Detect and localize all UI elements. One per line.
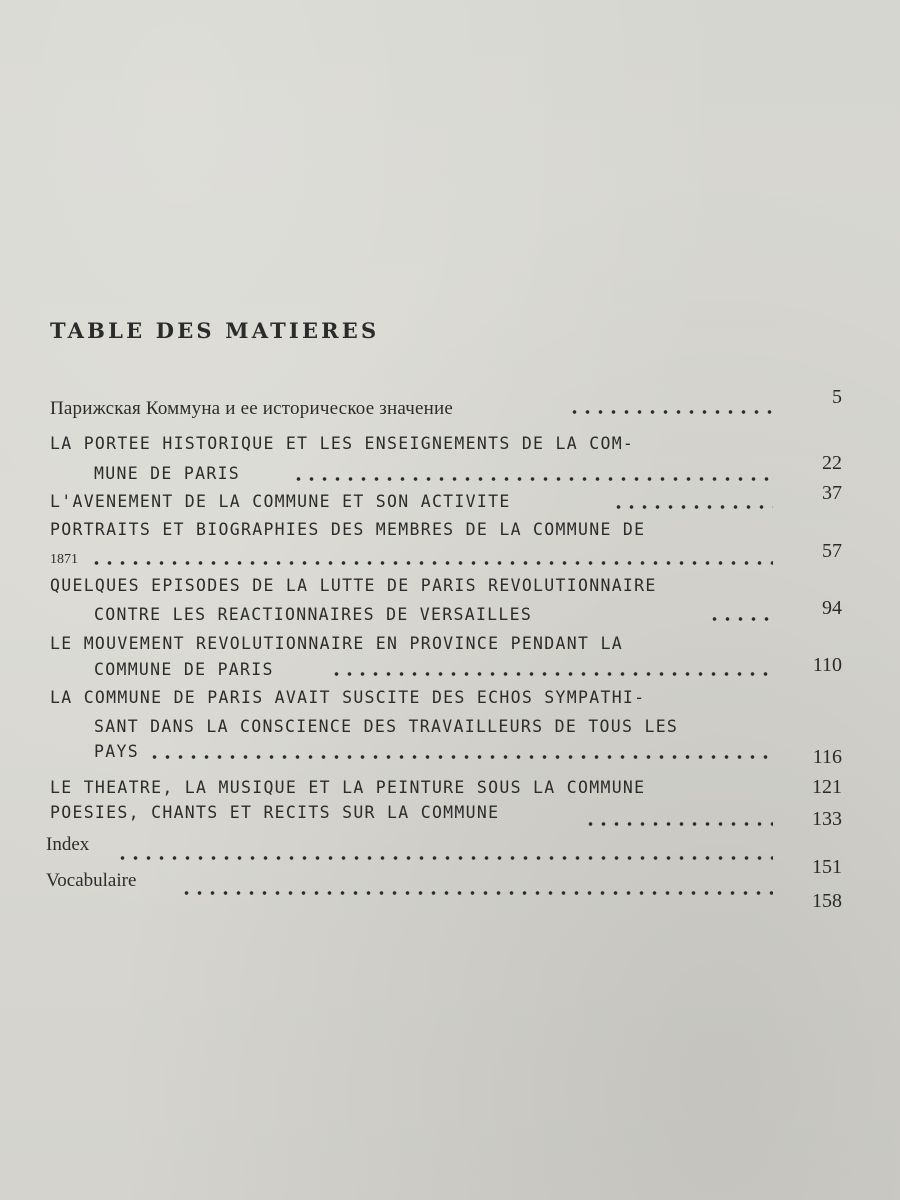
dot-leader — [612, 505, 773, 509]
toc-entry-text: Парижская Коммуна и ее историческое значение — [50, 398, 454, 419]
page-number: 121 — [812, 776, 842, 798]
page-title: TABLE DES MATIERES — [50, 318, 380, 343]
page-number: 57 — [822, 540, 842, 562]
toc-entry-text: LA COMMUNE DE PARIS AVAIT SUSCITE DES ECHOS SYMPATHI- — [50, 688, 646, 707]
toc-entry-text: LA PORTEE HISTORIQUE ET LES ENSEIGNEMENTS DE LA COM- — [50, 434, 635, 453]
toc-entry-text-continued: COMMUNE DE PARIS — [94, 660, 274, 679]
page-number: 5 — [832, 386, 842, 408]
page-number: 158 — [812, 890, 842, 912]
page-number: 110 — [812, 654, 842, 676]
page-number: 133 — [812, 808, 842, 830]
dot-leader — [90, 561, 773, 565]
dot-leader — [330, 672, 773, 676]
toc-entry-text-continued: MUNE DE PARIS — [94, 464, 241, 483]
dot-leader — [708, 617, 773, 621]
dot-leader — [584, 822, 773, 826]
toc-entry-text: Vocabulaire — [46, 870, 137, 891]
page-number: 116 — [812, 746, 842, 768]
toc-entry-text-continued: SANT DANS LA CONSCIENCE DES TRAVAILLEURS DE TOUS LES — [94, 717, 679, 736]
toc-entry-text: LE MOUVEMENT REVOLUTIONNAIRE EN PROVINCE PENDANT LA — [50, 634, 623, 653]
toc-entry-text: POESIES, CHANTS ET RECITS SUR LA COMMUNE — [50, 803, 500, 822]
toc-entry-text: PORTRAITS ET BIOGRAPHIES DES MEMBRES DE LA COMMUNE DE — [50, 520, 646, 539]
page-number: 151 — [812, 856, 842, 878]
page-number: 37 — [822, 482, 842, 504]
toc-entry-text-continued: 1871 — [50, 552, 78, 567]
toc-entry-text: Index — [46, 834, 90, 855]
dot-leader — [148, 755, 773, 759]
toc-entry-text-continued: CONTRE LES REACTIONNAIRES DE VERSAILLES — [94, 605, 533, 624]
page-number: 22 — [822, 452, 842, 474]
toc-entry-text: QUELQUES EPISODES DE LA LUTTE DE PARIS REVOLUTIONNAIRE — [50, 576, 657, 595]
toc-entry-text: L'AVENEMENT DE LA COMMUNE ET SON ACTIVITE — [50, 492, 511, 511]
toc-entry-text: LE THEATRE, LA MUSIQUE ET LA PEINTURE SOUS LA COMMUNE — [50, 778, 646, 797]
dot-leader — [568, 410, 773, 414]
dot-leader — [292, 477, 773, 481]
toc-entry-text-continued: PAYS — [94, 742, 139, 761]
page-number: 94 — [822, 597, 842, 619]
dot-leader — [116, 856, 773, 860]
dot-leader — [180, 891, 773, 895]
